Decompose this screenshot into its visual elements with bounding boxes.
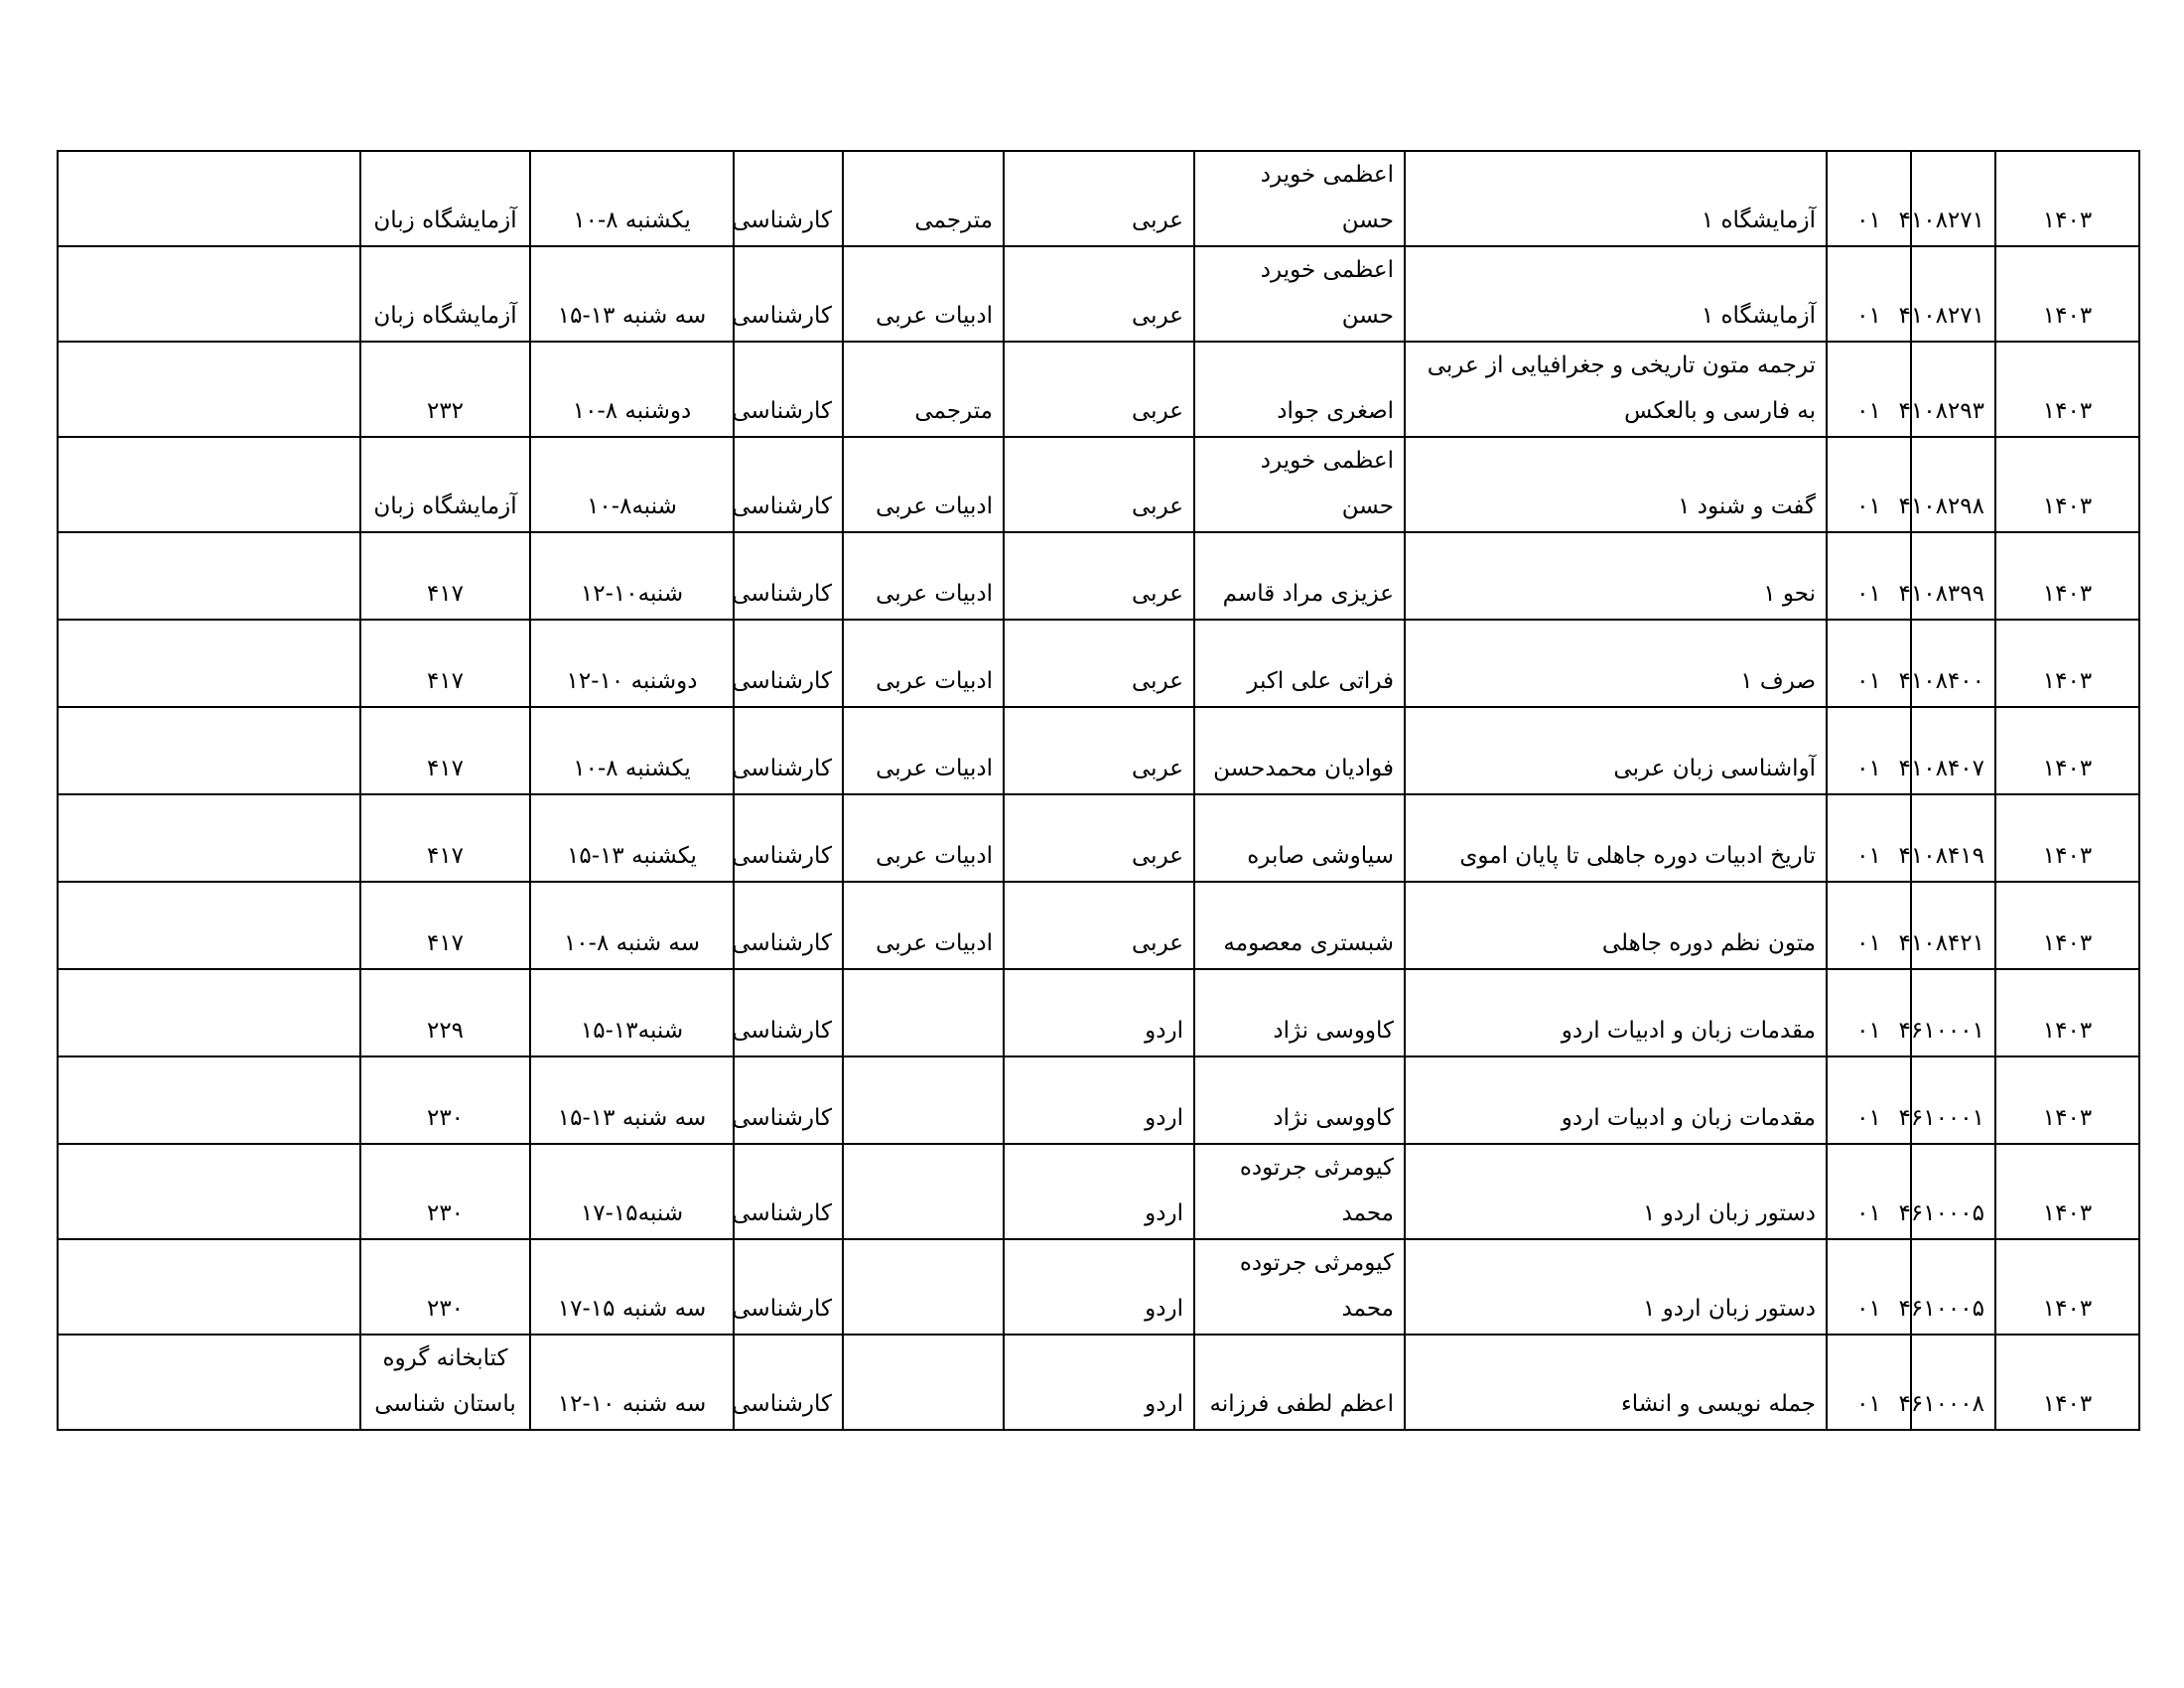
room-cell: آزمایشگاه زبان xyxy=(360,437,530,532)
room-cell: آزمایشگاه زبان xyxy=(360,246,530,342)
year-cell: ۱۴۰۳ xyxy=(1995,1056,2139,1144)
note-cell xyxy=(58,342,360,437)
room-cell: ۲۳۰ xyxy=(360,1239,530,1335)
language-cell: اردو xyxy=(1004,1144,1194,1239)
language-cell: اردو xyxy=(1004,969,1194,1056)
schedule-time-cell: یکشنبه ۸-۱۰ xyxy=(530,707,734,794)
schedule-time-cell: سه شنبه ۱۳-۱۵ xyxy=(530,246,734,342)
room-cell: کتابخانه گروه باستان شناسی xyxy=(360,1335,530,1430)
language-cell: عربی xyxy=(1004,882,1194,969)
course-title-cell: آزمایشگاه ۱ xyxy=(1405,246,1827,342)
room-cell: ۲۳۲ xyxy=(360,342,530,437)
note-cell xyxy=(58,707,360,794)
degree-level-cell: کارشناسی xyxy=(734,532,843,620)
instructor-cell: اعظمی خویرد حسن xyxy=(1194,246,1405,342)
section-cell: ۰۱ xyxy=(1827,1056,1911,1144)
table-row xyxy=(58,532,2139,620)
room-cell: ۲۳۰ xyxy=(360,1144,530,1239)
room-cell: ۲۲۹ xyxy=(360,969,530,1056)
field-cell: ادبیات عربی xyxy=(843,620,1004,707)
room-cell: ۲۳۰ xyxy=(360,1056,530,1144)
field-cell: ادبیات عربی xyxy=(843,246,1004,342)
course-title-cell: آواشناسی زبان عربی xyxy=(1405,707,1827,794)
year-cell: ۱۴۰۳ xyxy=(1995,1239,2139,1335)
table-row xyxy=(58,794,2139,882)
degree-level-cell: کارشناسی xyxy=(734,246,843,342)
table-row xyxy=(58,882,2139,969)
year-cell: ۱۴۰۳ xyxy=(1995,342,2139,437)
room-cell: ۴۱۷ xyxy=(360,794,530,882)
field-cell: مترجمی xyxy=(843,151,1004,246)
course-code-cell: ۴۶۱۰۰۰۵ xyxy=(1911,1239,1995,1335)
language-cell: اردو xyxy=(1004,1335,1194,1430)
year-cell: ۱۴۰۳ xyxy=(1995,532,2139,620)
course-title-cell: صرف ۱ xyxy=(1405,620,1827,707)
section-cell: ۰۱ xyxy=(1827,969,1911,1056)
course-code-cell: ۴۶۱۰۰۰۵ xyxy=(1911,1144,1995,1239)
degree-level-cell: کارشناسی xyxy=(734,151,843,246)
schedule-time-cell: یکشنبه ۱۳-۱۵ xyxy=(530,794,734,882)
course-code-cell: ۴۱۰۸۴۰۰ xyxy=(1911,620,1995,707)
table-row xyxy=(58,969,2139,1056)
degree-level-cell: کارشناسی xyxy=(734,1239,843,1335)
schedule-time-cell: دوشنبه ۸-۱۰ xyxy=(530,342,734,437)
year-cell: ۱۴۰۳ xyxy=(1995,794,2139,882)
section-cell: ۰۱ xyxy=(1827,1335,1911,1430)
instructor-cell: شبستری معصومه xyxy=(1194,882,1405,969)
table-row xyxy=(58,1056,2139,1144)
instructor-cell: سیاوشی صابره xyxy=(1194,794,1405,882)
section-cell: ۰۱ xyxy=(1827,151,1911,246)
section-cell: ۰۱ xyxy=(1827,882,1911,969)
table-body xyxy=(58,151,2139,1430)
year-cell: ۱۴۰۳ xyxy=(1995,882,2139,969)
table-row xyxy=(58,342,2139,437)
schedule-time-cell: سه شنبه ۱۰-۱۲ xyxy=(530,1335,734,1430)
language-cell: عربی xyxy=(1004,620,1194,707)
section-cell: ۰۱ xyxy=(1827,707,1911,794)
language-cell: عربی xyxy=(1004,342,1194,437)
year-cell: ۱۴۰۳ xyxy=(1995,151,2139,246)
degree-level-cell: کارشناسی xyxy=(734,1335,843,1430)
note-cell xyxy=(58,1144,360,1239)
field-cell xyxy=(843,1144,1004,1239)
year-cell: ۱۴۰۳ xyxy=(1995,246,2139,342)
course-title-cell: گفت و شنود ۱ xyxy=(1405,437,1827,532)
section-cell: ۰۱ xyxy=(1827,532,1911,620)
course-schedule-table xyxy=(57,150,2140,1431)
note-cell xyxy=(58,620,360,707)
course-code-cell: ۴۱۰۸۴۲۱ xyxy=(1911,882,1995,969)
language-cell: اردو xyxy=(1004,1056,1194,1144)
schedule-time-cell: یکشنبه ۸-۱۰ xyxy=(530,151,734,246)
table-row xyxy=(58,707,2139,794)
schedule-time-cell: شنبه۸-۱۰ xyxy=(530,437,734,532)
year-cell: ۱۴۰۳ xyxy=(1995,1144,2139,1239)
instructor-cell: عزیزی مراد قاسم xyxy=(1194,532,1405,620)
note-cell xyxy=(58,1239,360,1335)
room-cell: ۴۱۷ xyxy=(360,882,530,969)
schedule-time-cell: شنبه۱۰-۱۲ xyxy=(530,532,734,620)
note-cell xyxy=(58,794,360,882)
instructor-cell: فوادیان محمدحسن xyxy=(1194,707,1405,794)
course-title-cell: متون نظم دوره جاهلی xyxy=(1405,882,1827,969)
course-code-cell: ۴۱۰۸۲۹۸ xyxy=(1911,437,1995,532)
field-cell xyxy=(843,1239,1004,1335)
schedule-time-cell: سه شنبه ۱۵-۱۷ xyxy=(530,1239,734,1335)
section-cell: ۰۱ xyxy=(1827,342,1911,437)
instructor-cell: اعظمی خویرد حسن xyxy=(1194,437,1405,532)
schedule-time-cell: دوشنبه ۱۰-۱۲ xyxy=(530,620,734,707)
course-code-cell: ۴۱۰۸۴۱۹ xyxy=(1911,794,1995,882)
field-cell: ادبیات عربی xyxy=(843,882,1004,969)
table-row xyxy=(58,620,2139,707)
field-cell: ادبیات عربی xyxy=(843,437,1004,532)
note-cell xyxy=(58,246,360,342)
room-cell: ۴۱۷ xyxy=(360,620,530,707)
year-cell: ۱۴۰۳ xyxy=(1995,1335,2139,1430)
language-cell: عربی xyxy=(1004,246,1194,342)
course-title-cell: جمله نویسی و انشاء xyxy=(1405,1335,1827,1430)
year-cell: ۱۴۰۳ xyxy=(1995,620,2139,707)
year-cell: ۱۴۰۳ xyxy=(1995,437,2139,532)
room-cell: ۴۱۷ xyxy=(360,532,530,620)
language-cell: عربی xyxy=(1004,151,1194,246)
course-code-cell: ۴۶۱۰۰۰۱ xyxy=(1911,969,1995,1056)
course-code-cell: ۴۶۱۰۰۰۸ xyxy=(1911,1335,1995,1430)
table-row xyxy=(58,1335,2139,1430)
degree-level-cell: کارشناسی xyxy=(734,342,843,437)
degree-level-cell: کارشناسی xyxy=(734,882,843,969)
field-cell: ادبیات عربی xyxy=(843,707,1004,794)
course-code-cell: ۴۱۰۸۲۷۱ xyxy=(1911,151,1995,246)
schedule-time-cell: شنبه۱۳-۱۵ xyxy=(530,969,734,1056)
course-title-cell: مقدمات زبان و ادبیات اردو xyxy=(1405,1056,1827,1144)
language-cell: اردو xyxy=(1004,1239,1194,1335)
degree-level-cell: کارشناسی xyxy=(734,707,843,794)
section-cell: ۰۱ xyxy=(1827,794,1911,882)
course-code-cell: ۴۱۰۸۲۹۳ xyxy=(1911,342,1995,437)
course-code-cell: ۴۶۱۰۰۰۱ xyxy=(1911,1056,1995,1144)
table-row xyxy=(58,246,2139,342)
course-code-cell: ۴۱۰۸۳۹۹ xyxy=(1911,532,1995,620)
note-cell xyxy=(58,1056,360,1144)
degree-level-cell: کارشناسی xyxy=(734,969,843,1056)
instructor-cell: اعظم لطفی فرزانه xyxy=(1194,1335,1405,1430)
section-cell: ۰۱ xyxy=(1827,437,1911,532)
section-cell: ۰۱ xyxy=(1827,1239,1911,1335)
course-title-cell: آزمایشگاه ۱ xyxy=(1405,151,1827,246)
course-title-cell: نحو ۱ xyxy=(1405,532,1827,620)
note-cell xyxy=(58,882,360,969)
field-cell: ادبیات عربی xyxy=(843,794,1004,882)
language-cell: عربی xyxy=(1004,437,1194,532)
year-cell: ۱۴۰۳ xyxy=(1995,969,2139,1056)
field-cell xyxy=(843,1056,1004,1144)
language-cell: عربی xyxy=(1004,794,1194,882)
schedule-time-cell: شنبه۱۵-۱۷ xyxy=(530,1144,734,1239)
instructor-cell: کیومرثی جرتوده محمد xyxy=(1194,1239,1405,1335)
course-code-cell: ۴۱۰۸۴۰۷ xyxy=(1911,707,1995,794)
schedule-time-cell: سه شنبه ۱۳-۱۵ xyxy=(530,1056,734,1144)
language-cell: عربی xyxy=(1004,707,1194,794)
field-cell xyxy=(843,1335,1004,1430)
note-cell xyxy=(58,969,360,1056)
degree-level-cell: کارشناسی xyxy=(734,1056,843,1144)
field-cell: ادبیات عربی xyxy=(843,532,1004,620)
note-cell xyxy=(58,437,360,532)
course-title-cell: دستور زبان اردو ۱ xyxy=(1405,1239,1827,1335)
table-row xyxy=(58,151,2139,246)
degree-level-cell: کارشناسی xyxy=(734,794,843,882)
instructor-cell: کاووسی نژاد xyxy=(1194,969,1405,1056)
instructor-cell: فراتی علی اکبر xyxy=(1194,620,1405,707)
course-title-cell: مقدمات زبان و ادبیات اردو xyxy=(1405,969,1827,1056)
course-title-cell: ترجمه متون تاریخی و جغرافیایی از عربی به فارسی و بالعکس xyxy=(1405,342,1827,437)
degree-level-cell: کارشناسی xyxy=(734,1144,843,1239)
table-row xyxy=(58,1144,2139,1239)
note-cell xyxy=(58,532,360,620)
section-cell: ۰۱ xyxy=(1827,1144,1911,1239)
language-cell: عربی xyxy=(1004,532,1194,620)
field-cell xyxy=(843,969,1004,1056)
degree-level-cell: کارشناسی xyxy=(734,620,843,707)
note-cell xyxy=(58,1335,360,1430)
course-title-cell: تاریخ ادبیات دوره جاهلی تا پایان اموی xyxy=(1405,794,1827,882)
table-row xyxy=(58,437,2139,532)
schedule-time-cell: سه شنبه ۸-۱۰ xyxy=(530,882,734,969)
section-cell: ۰۱ xyxy=(1827,246,1911,342)
table-row xyxy=(58,1239,2139,1335)
room-cell: آزمایشگاه زبان xyxy=(360,151,530,246)
degree-level-cell: کارشناسی xyxy=(734,437,843,532)
instructor-cell: کاووسی نژاد xyxy=(1194,1056,1405,1144)
year-cell: ۱۴۰۳ xyxy=(1995,707,2139,794)
instructor-cell: اصغری جواد xyxy=(1194,342,1405,437)
room-cell: ۴۱۷ xyxy=(360,707,530,794)
field-cell: مترجمی xyxy=(843,342,1004,437)
note-cell xyxy=(58,151,360,246)
instructor-cell: اعظمی خویرد حسن xyxy=(1194,151,1405,246)
course-code-cell: ۴۱۰۸۲۷۱ xyxy=(1911,246,1995,342)
section-cell: ۰۱ xyxy=(1827,620,1911,707)
course-title-cell: دستور زبان اردو ۱ xyxy=(1405,1144,1827,1239)
instructor-cell: کیومرثی جرتوده محمد xyxy=(1194,1144,1405,1239)
